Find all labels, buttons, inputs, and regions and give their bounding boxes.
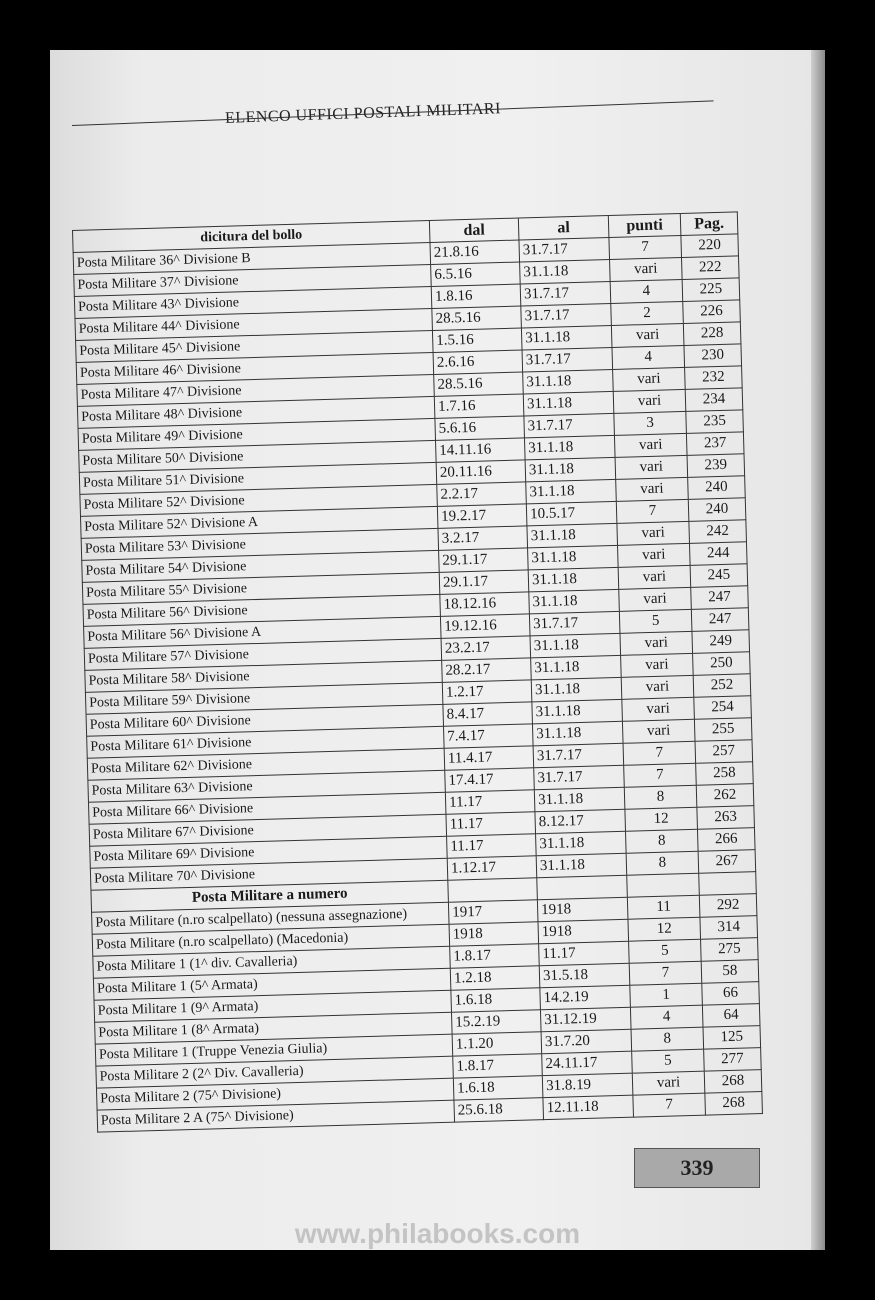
cell-punti: 8 xyxy=(626,829,699,853)
cell-al: 31.1.18 xyxy=(523,391,614,416)
cell-punti: 12 xyxy=(628,917,701,941)
cell-name: Posta Militare 55^ Divisione xyxy=(82,572,439,604)
cell-name: Posta Militare 50^ Divisione xyxy=(79,440,436,472)
cell-punti: vari xyxy=(618,543,691,567)
cell-al: 31.1.18 xyxy=(528,567,619,592)
cell-pag: 250 xyxy=(693,652,751,676)
post-office-table xyxy=(72,211,763,1132)
cell-name: Posta Militare (n.ro scalpellato) (nessuna assegnazione) xyxy=(92,902,449,934)
cell-dal: 1.5.16 xyxy=(432,328,522,352)
cell-punti: 8 xyxy=(624,785,697,809)
cell-punti: 8 xyxy=(626,851,699,875)
cell-pag: 314 xyxy=(700,916,758,940)
cell-name: Posta Militare 54^ Divisione xyxy=(82,550,439,582)
col-header-pag: Pag. xyxy=(680,212,738,236)
cell-name: Posta Militare 52^ Divisione A xyxy=(80,506,437,538)
cell-punti: vari xyxy=(618,565,691,589)
cell-pag: 292 xyxy=(699,894,757,918)
col-header-punti: punti xyxy=(608,214,681,238)
cell-pag: 64 xyxy=(702,1004,760,1028)
cell-pag: 228 xyxy=(683,322,741,346)
cell-dal: 2.2.17 xyxy=(437,482,527,506)
cell-dal: 21.8.16 xyxy=(430,240,520,264)
cell-pag: 237 xyxy=(686,432,744,456)
cell-dal: 29.1.17 xyxy=(439,548,529,572)
cell-name: Posta Militare 1 (1^ div. Cavalleria) xyxy=(93,946,450,978)
cell-dal: 1.7.16 xyxy=(434,394,524,418)
cell-al: 1918 xyxy=(537,897,628,922)
cell-al: 10.5.17 xyxy=(526,501,617,526)
cell-dal: 20.11.16 xyxy=(436,460,526,484)
cell-pag: 220 xyxy=(681,234,739,258)
cell-dal: 1.2.17 xyxy=(442,680,532,704)
cell-name: Posta Militare 47^ Divisione xyxy=(77,374,434,406)
cell-al: 31.7.17 xyxy=(529,611,620,636)
cell-al: 31.1.18 xyxy=(525,457,616,482)
cell-name: Posta Militare a numero xyxy=(91,880,448,912)
cell-pag: 225 xyxy=(682,278,740,302)
cell-punti: 7 xyxy=(624,763,697,787)
cell-al: 1918 xyxy=(538,919,629,944)
cell-name: Posta Militare 1 (Truppe Venezia Giulia) xyxy=(95,1034,452,1066)
cell-al: 31.5.18 xyxy=(539,963,630,988)
cell-name: Posta Militare 2 A (75^ Divisione) xyxy=(97,1100,454,1132)
cell-al: 31.1.18 xyxy=(531,655,622,680)
cell-dal: 15.2.19 xyxy=(451,1010,541,1034)
cell-pag: 257 xyxy=(695,740,753,764)
cell-al: 31.7.17 xyxy=(524,413,615,438)
cell-pag: 226 xyxy=(683,300,741,324)
cell-punti: 4 xyxy=(630,1005,703,1029)
cell-pag: 249 xyxy=(692,630,750,654)
cell-dal: 1.12.17 xyxy=(447,856,537,880)
cell-punti: vari xyxy=(620,631,693,655)
cell-pag: 230 xyxy=(684,344,742,368)
col-header-al: al xyxy=(518,216,609,241)
cell-name: Posta Militare 58^ Divisione xyxy=(85,660,442,692)
cell-dal: 1.8.17 xyxy=(453,1054,543,1078)
cell-dal: 11.17 xyxy=(445,790,535,814)
cell-dal: 25.6.18 xyxy=(454,1098,544,1122)
cell-pag: 268 xyxy=(704,1070,762,1094)
cell-pag: 245 xyxy=(690,564,748,588)
cell-pag: 222 xyxy=(682,256,740,280)
cell-name: Posta Militare 56^ Divisione A xyxy=(84,616,441,648)
cell-name: Posta Militare 36^ Divisione B xyxy=(73,243,430,275)
cell-al: 31.7.17 xyxy=(519,238,610,263)
cell-pag: 267 xyxy=(698,850,756,874)
cell-pag: 240 xyxy=(688,498,746,522)
cell-name: Posta Militare 49^ Divisione xyxy=(78,418,435,450)
cell-name: Posta Militare 70^ Divisione xyxy=(90,858,447,890)
cell-al: 31.1.18 xyxy=(529,589,620,614)
cell-punti: 2 xyxy=(611,301,684,325)
cell-pag: 275 xyxy=(701,938,759,962)
cell-punti: 5 xyxy=(629,939,702,963)
cell-punti: vari xyxy=(615,455,688,479)
cell-dal: 1.1.20 xyxy=(452,1032,542,1056)
cell-punti: vari xyxy=(622,697,695,721)
cell-name: Posta Militare 2 (75^ Divisione) xyxy=(96,1078,453,1110)
cell-pag: 277 xyxy=(704,1048,762,1072)
cell-name: Posta Militare 1 (9^ Armata) xyxy=(94,990,451,1022)
cell-pag: 247 xyxy=(691,586,749,610)
cell-al: 31.1.18 xyxy=(536,831,627,856)
cell-punti: vari xyxy=(611,323,684,347)
cell-pag: 66 xyxy=(702,982,760,1006)
cell-al: 31.1.18 xyxy=(530,633,621,658)
col-header-dal: dal xyxy=(429,218,519,242)
cell-al: 31.1.18 xyxy=(532,721,623,746)
cell-punti: 12 xyxy=(625,807,698,831)
cell-punti: 8 xyxy=(631,1027,704,1051)
cell-al: 31.1.18 xyxy=(534,787,625,812)
cell-al: 31.7.17 xyxy=(521,303,612,328)
page-number: 339 xyxy=(634,1148,760,1188)
cell-punti xyxy=(627,873,700,897)
cell-name: Posta Militare 2 (2^ Div. Cavalleria) xyxy=(96,1056,453,1088)
cell-dal: 18.12.16 xyxy=(440,592,530,616)
cell-name: Posta Militare 52^ Divisione xyxy=(80,484,437,516)
cell-dal: 11.17 xyxy=(446,812,536,836)
page-edge xyxy=(811,50,825,1250)
cell-pag: 58 xyxy=(701,960,759,984)
cell-name: Posta Militare 43^ Divisione xyxy=(74,286,431,318)
cell-name: Posta Militare 62^ Divisione xyxy=(87,748,444,780)
cell-dal: 11.17 xyxy=(447,834,537,858)
cell-dal: 1.2.18 xyxy=(450,966,540,990)
cell-name: Posta Militare 46^ Divisione xyxy=(76,352,433,384)
cell-name: Posta Militare 1 (8^ Armata) xyxy=(95,1012,452,1044)
cell-dal: 1.6.18 xyxy=(451,988,541,1012)
cell-pag: 247 xyxy=(691,608,749,632)
cell-dal: 7.4.17 xyxy=(444,724,534,748)
cell-al: 31.12.19 xyxy=(540,1007,631,1032)
cell-dal: 19.2.17 xyxy=(437,504,527,528)
cell-al: 31.7.17 xyxy=(533,743,624,768)
cell-dal: 1.6.18 xyxy=(453,1076,543,1100)
cell-al: 31.1.18 xyxy=(523,369,614,394)
cell-al: 31.7.17 xyxy=(534,765,625,790)
table-wrapper xyxy=(72,211,763,1132)
cell-name: Posta Militare 61^ Divisione xyxy=(87,726,444,758)
cell-punti: 7 xyxy=(616,499,689,523)
cell-punti: 5 xyxy=(632,1049,705,1073)
cell-al: 31.1.18 xyxy=(536,853,627,878)
cell-al: 31.1.18 xyxy=(524,435,615,460)
cell-al: 24.11.17 xyxy=(542,1051,633,1076)
cell-pag: 240 xyxy=(688,476,746,500)
cell-dal xyxy=(448,878,538,902)
cell-pag: 244 xyxy=(689,542,747,566)
cell-name: Posta Militare 45^ Divisione xyxy=(76,330,433,362)
cell-dal: 14.11.16 xyxy=(436,438,526,462)
cell-dal: 1.8.17 xyxy=(450,944,540,968)
cell-al: 8.12.17 xyxy=(535,809,626,834)
cell-dal: 3.2.17 xyxy=(438,526,528,550)
cell-dal: 23.2.17 xyxy=(441,636,531,660)
cell-name: Posta Militare 56^ Divisione xyxy=(83,594,440,626)
cell-dal: 28.5.16 xyxy=(434,372,524,396)
cell-pag: 268 xyxy=(705,1092,763,1116)
cell-pag: 258 xyxy=(696,762,754,786)
cell-al: 31.1.18 xyxy=(532,699,623,724)
cell-name: Posta Militare 37^ Divisione xyxy=(74,265,431,297)
cell-pag: 262 xyxy=(696,784,754,808)
book-page xyxy=(50,50,825,1250)
cell-al: 11.17 xyxy=(539,941,630,966)
cell-al: 12.11.18 xyxy=(543,1095,634,1120)
cell-pag: 234 xyxy=(685,388,743,412)
cell-al: 31.7.17 xyxy=(520,281,611,306)
cell-dal: 28.2.17 xyxy=(442,658,532,682)
cell-punti: vari xyxy=(632,1071,705,1095)
cell-dal: 1918 xyxy=(449,922,539,946)
cell-punti: vari xyxy=(610,257,683,281)
cell-name: Posta Militare 63^ Divisione xyxy=(88,770,445,802)
cell-punti: 3 xyxy=(614,411,687,435)
cell-al xyxy=(537,875,628,900)
cell-dal: 19.12.16 xyxy=(440,614,530,638)
cell-al: 14.2.19 xyxy=(540,985,631,1010)
cell-name: Posta Militare 44^ Divisione xyxy=(75,308,432,340)
cell-punti: 11 xyxy=(627,895,700,919)
cell-pag: 125 xyxy=(703,1026,761,1050)
col-header-dicitura: dicitura del bollo xyxy=(73,221,430,253)
cell-punti: vari xyxy=(617,521,690,545)
cell-punti: vari xyxy=(613,367,686,391)
cell-dal: 5.6.16 xyxy=(435,416,525,440)
cell-name: Posta Militare 57^ Divisione xyxy=(84,638,441,670)
cell-al: 31.7.20 xyxy=(541,1029,632,1054)
cell-pag: 263 xyxy=(697,806,755,830)
cell-al: 31.1.18 xyxy=(527,523,618,548)
cell-punti: 7 xyxy=(609,236,682,260)
cell-dal: 6.5.16 xyxy=(431,262,521,286)
cell-punti: 7 xyxy=(629,961,702,985)
cell-al: 31.7.17 xyxy=(522,347,613,372)
cell-punti: 7 xyxy=(633,1093,706,1117)
cell-punti: vari xyxy=(622,719,695,743)
cell-name: Posta Militare 1 (5^ Armata) xyxy=(93,968,450,1000)
cell-name: Posta Militare 48^ Divisione xyxy=(77,396,434,428)
cell-pag: 252 xyxy=(693,674,751,698)
cell-pag xyxy=(699,872,757,896)
cell-al: 31.1.18 xyxy=(531,677,622,702)
cell-pag: 232 xyxy=(685,366,743,390)
cell-al: 31.1.18 xyxy=(520,260,611,285)
table-body xyxy=(73,234,762,1132)
cell-pag: 266 xyxy=(697,828,755,852)
cell-dal: 11.4.17 xyxy=(444,746,534,770)
cell-dal: 8.4.17 xyxy=(443,702,533,726)
cell-dal: 28.5.16 xyxy=(432,306,522,330)
cell-name: Posta Militare 67^ Divisione xyxy=(89,814,446,846)
cell-al: 31.1.18 xyxy=(521,325,612,350)
cell-punti: vari xyxy=(614,433,687,457)
cell-punti: 4 xyxy=(610,279,683,303)
cell-dal: 2.6.16 xyxy=(433,350,523,374)
cell-punti: 5 xyxy=(619,609,692,633)
cell-dal: 29.1.17 xyxy=(439,570,529,594)
cell-punti: 7 xyxy=(623,741,696,765)
cell-al: 31.1.18 xyxy=(526,479,617,504)
cell-name: Posta Militare 60^ Divisione xyxy=(86,704,443,736)
cell-pag: 255 xyxy=(694,718,752,742)
cell-pag: 242 xyxy=(689,520,747,544)
cell-punti: vari xyxy=(621,675,694,699)
cell-punti: 4 xyxy=(612,345,685,369)
cell-name: Posta Militare 66^ Divisione xyxy=(88,792,445,824)
cell-pag: 239 xyxy=(687,454,745,478)
cell-pag: 235 xyxy=(686,410,744,434)
cell-dal: 1.8.16 xyxy=(431,284,521,308)
cell-punti: vari xyxy=(619,587,692,611)
cell-punti: vari xyxy=(613,389,686,413)
cell-al: 31.8.19 xyxy=(542,1073,633,1098)
cell-name: Posta Militare (n.ro scalpellato) (Macedonia) xyxy=(92,924,449,956)
cell-punti: vari xyxy=(621,653,694,677)
cell-name: Posta Militare 51^ Divisione xyxy=(79,462,436,494)
cell-dal: 1917 xyxy=(448,900,538,924)
cell-pag: 254 xyxy=(694,696,752,720)
page-header-title: ELENCO UFFICI POSTALI MILITARI xyxy=(224,100,502,127)
watermark: www.philabooks.com xyxy=(294,1218,581,1249)
cell-punti: vari xyxy=(616,477,689,501)
cell-name: Posta Militare 59^ Divisione xyxy=(85,682,442,714)
cell-punti: 1 xyxy=(630,983,703,1007)
cell-name: Posta Militare 69^ Divisione xyxy=(90,836,447,868)
cell-al: 31.1.18 xyxy=(528,545,619,570)
cell-name: Posta Militare 53^ Divisione xyxy=(81,528,438,560)
cell-dal: 17.4.17 xyxy=(445,768,535,792)
